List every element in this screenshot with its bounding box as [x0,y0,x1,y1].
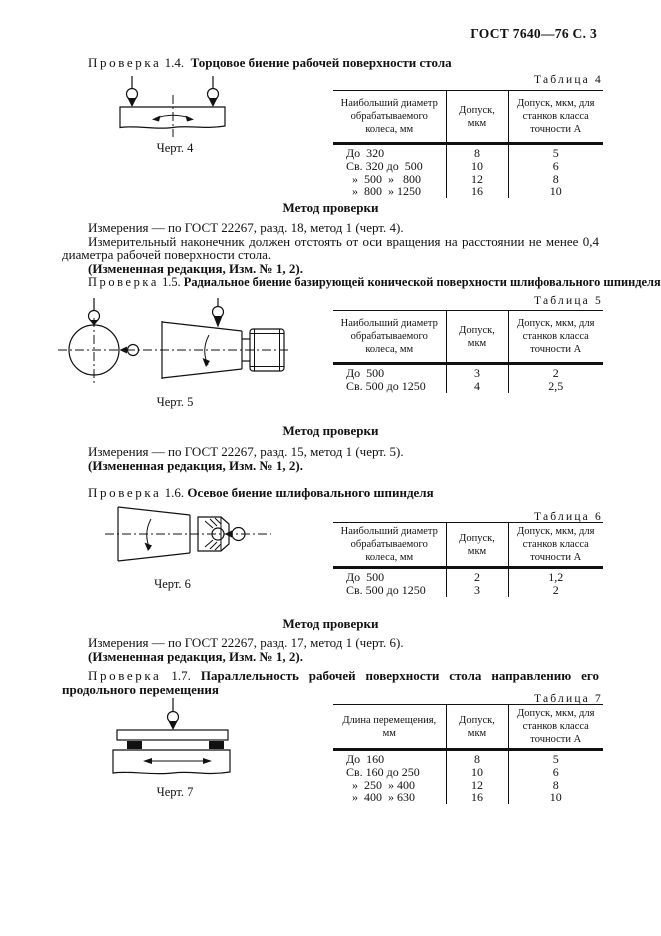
cell-tolerance: 4 [446,380,508,393]
cell-range: Св. 500 до 1250 [346,378,426,393]
column-header: Допуск, мкм [446,523,508,568]
cell-range: » 250 » 400 [346,777,415,792]
gauge-block [209,741,224,749]
check-1-6-heading [62,486,599,500]
column-header: Наибольший диаметр обрабатываемого колеса, мм [333,91,446,144]
table-5 [333,310,603,393]
dial-indicator-icon [213,298,224,328]
cell-tolerance: 16 [446,185,508,198]
figure-6-caption: Черт. 6 [154,577,191,591]
dial-indicator-icon [127,76,138,107]
column-header: Допуск, мкм, для станков класса точности А [508,311,603,364]
method-text-1-5 [62,445,599,500]
figure-4-drawing [85,76,265,140]
check-1-5-heading [62,275,661,290]
measurement-note: Измерения — по ГОСТ 22267, разд. 18, метод 1 (черт. 4). [88,220,404,235]
cell-tolerance: 16 [446,791,508,804]
straightedge [117,730,228,740]
table-row [333,750,603,766]
column-header: Допуск, мкм [446,311,508,364]
table-row [333,185,603,198]
cell-range: До 500 [346,366,385,380]
cell-range: Св. 320 до 500 [346,158,423,173]
cell-range: До 160 [346,752,385,766]
column-header: Допуск, мкм [446,705,508,750]
check-1-7-heading [62,669,599,696]
check-number: 1.4. [164,55,185,70]
revision-note: (Измененная редакция, Изм. № 1, 2). [88,457,303,473]
dial-indicator-icon [89,298,100,326]
method-heading: Метод проверки [282,200,379,215]
table-row [333,364,603,380]
table-7-label: Таблица 7 [534,693,603,705]
column-header: Допуск, мкм [446,91,508,144]
cell-range: Св. 160 до 250 [346,764,420,779]
column-header: Наибольший диаметр обрабатываемого колеса, мм [333,311,446,364]
column-header: Допуск, мкм, для станков класса точности А [508,91,603,144]
cell-tolerance-a: 2,5 [508,380,603,393]
cell-tolerance: 10 [446,766,508,779]
method-heading: Метод проверки [282,423,379,438]
check-title: Параллельность рабочей поверхности стола направлению его продольного перемещения [62,668,600,697]
cell-tolerance: 8 [446,144,508,160]
table-7 [333,704,603,804]
column-header: Длина перемещения, мм [333,705,446,750]
cell-tolerance: 2 [446,568,508,584]
figure-7-caption: Черт. 7 [156,785,194,799]
revision-note: (Измененная редакция, Изм. № 1, 2). [88,260,303,276]
method-text-1-4 [62,220,661,290]
cell-tolerance-a: 6 [508,160,603,173]
cell-tolerance: 8 [446,750,508,766]
cell-tolerance-a: 2 [508,364,603,380]
cell-tolerance: 3 [446,364,508,380]
cell-tolerance-a: 5 [508,750,603,766]
check-number: 1.7. [171,668,191,684]
cell-tolerance: 10 [446,160,508,173]
travel-arrow-icon [143,758,212,764]
measurement-note: Измерения — по ГОСТ 22267, разд. 15, метод 1 (черт. 5). [88,444,404,459]
table-row [333,766,603,779]
figure-4-caption: Черт. 4 [156,141,194,155]
extra-note: Измерительный наконечник должен отстоять от оси вращения на расстоянии не менее 0,4 диаметра рабочей поверхности стола. [62,233,599,263]
cell-range: » 500 » 800 [346,171,421,186]
cell-range: » 800 » 1250 [346,184,421,199]
dial-indicator-icon [168,698,179,730]
cell-tolerance-a: 1,2 [508,568,603,584]
cell-range: Св. 500 до 1250 [346,582,426,597]
table-row [333,568,603,584]
figure-5-caption: Черт. 5 [156,395,194,409]
cell-range: До 500 [346,570,385,584]
column-header: Допуск, мкм, для станков класса точности А [508,523,603,568]
cell-tolerance-a: 5 [508,144,603,160]
check-title: Осевое биение шлифовального шпинделя [187,485,434,501]
table-row [333,160,603,173]
cell-range: До 320 [346,146,385,160]
figure-5-drawing [50,298,290,400]
cell-tolerance-a: 2 [508,584,603,597]
table-row [333,584,603,597]
cell-tolerance-a: 10 [508,791,603,804]
cell-tolerance: 12 [446,173,508,186]
cell-tolerance-a: 6 [508,766,603,779]
table-row [333,791,603,804]
check-label: Проверка [88,55,162,70]
method-text-1-6 [62,636,599,696]
check-title: Торцовое биение рабочей поверхности стола [190,55,452,70]
method-heading: Метод проверки [282,616,379,631]
gauge-block [127,741,142,749]
table-5-label: Таблица 5 [534,295,603,307]
cell-tolerance: 12 [446,779,508,792]
cell-tolerance: 3 [446,584,508,597]
dial-indicator-icon [208,76,219,107]
check-number: 1.5. [162,275,181,290]
check-title: Радиальное биение базирующей конической поверхности шлифовального шпинделя [183,275,661,290]
cell-range: » 400 » 630 [346,790,415,805]
table-row [333,380,603,393]
table-6-label: Таблица 6 [534,511,603,523]
rotation-arrow-icon [203,335,211,367]
cell-tolerance-a: 8 [508,779,603,792]
figure-7-drawing [85,698,265,782]
table-block [113,750,230,774]
check-label: Проверка [88,485,162,501]
check-1-4-heading [88,56,452,70]
figure-6-drawing [105,505,275,579]
table-row [333,144,603,160]
check-label: Проверка [88,668,162,684]
table-4 [333,90,603,198]
measurement-note: Измерения — по ГОСТ 22267, разд. 17, метод 1 (черт. 6). [88,635,404,650]
revision-note: (Измененная редакция, Изм. № 1, 2). [88,648,303,664]
column-header: Наибольший диаметр обрабатываемого колеса, мм [333,523,446,568]
cell-tolerance-a: 10 [508,185,603,198]
check-label: Проверка [88,275,159,290]
column-header: Допуск, мкм, для станков класса точности А [508,705,603,750]
table-4-label: Таблица 4 [534,74,603,86]
check-number: 1.6. [164,485,185,501]
page-header: ГОСТ 7640—76 С. 3 [470,26,597,41]
cell-tolerance-a: 8 [508,173,603,186]
table-6 [333,522,603,597]
rotation-arrow-icon [145,519,153,551]
